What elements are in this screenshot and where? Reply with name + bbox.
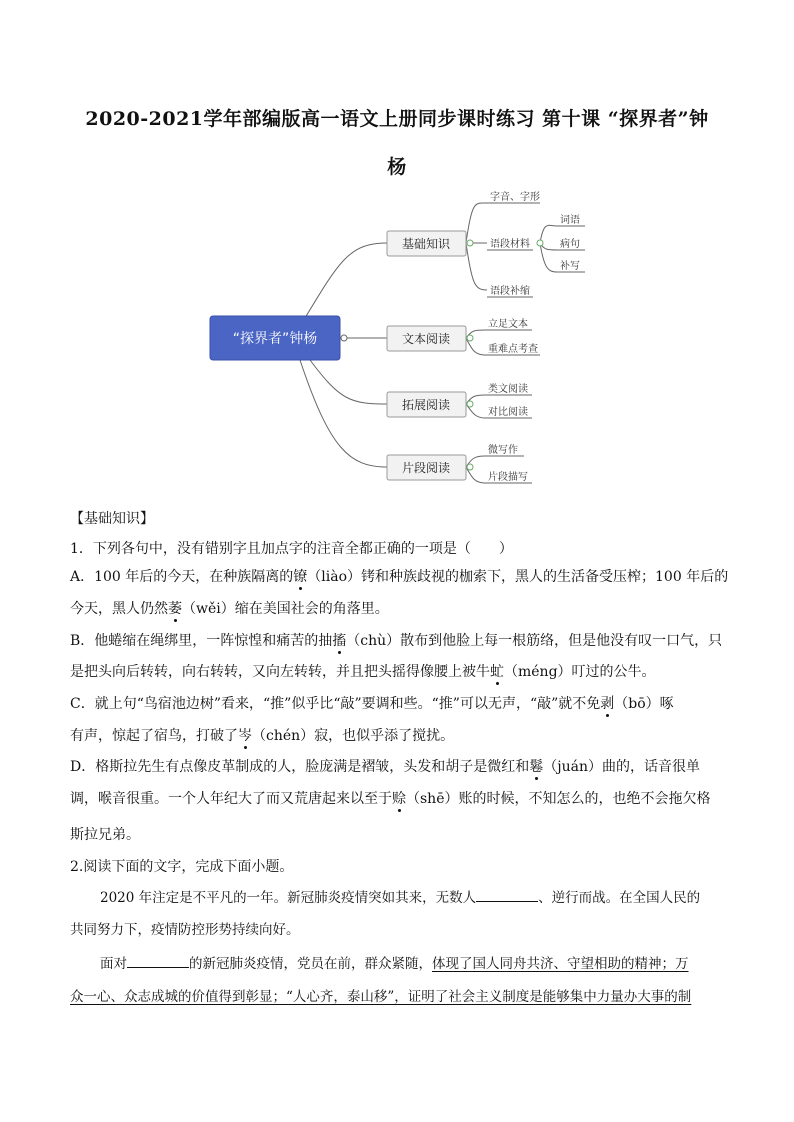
option-c-line-1 xyxy=(70,693,674,713)
text-run: （chù）散布到他脸上每一根筋络，但是他没有叹一口气，只 xyxy=(346,633,723,649)
option-d-line-3: 斯拉兄弟。 xyxy=(70,827,140,843)
collapse-icon xyxy=(341,335,347,341)
text-run: （liào）铐和种族歧视的枷索下，黑人的生活备受压榨；100 年后的 xyxy=(307,569,729,585)
leaf-label: 语段补缩 xyxy=(490,286,530,297)
text-run: 、逆行而战。在全国人民的 xyxy=(538,890,701,906)
text-run: （wěi）缩在美国社会的角落里。 xyxy=(182,601,389,617)
section-heading: 【基础知识】 xyxy=(70,511,154,527)
text-run: （shē）账的时候，不知怎么的，也绝不会拖欠格 xyxy=(406,791,711,807)
text-run: A．100 年后的今天，在种族隔离的 xyxy=(70,569,294,585)
leaf-label: 对比阅读 xyxy=(488,407,528,418)
branch-label: 片段阅读 xyxy=(401,461,451,475)
passage-line-3 xyxy=(100,952,689,972)
option-d-line-2 xyxy=(70,788,711,808)
passage-line-2: 共同努力下，疫情防控形势持续向好。 xyxy=(70,922,300,938)
dotted-char: 剥 xyxy=(600,696,615,712)
option-d-line-1 xyxy=(70,756,700,776)
branch-label: 基础知识 xyxy=(401,237,451,251)
mind-map xyxy=(0,0,794,500)
text-run: 调，喉音很重。一个人年纪大了而又荒唐起来以至于 xyxy=(70,791,392,807)
text-run: 的新冠肺炎疫情，党员在前，群众紧随， xyxy=(189,956,432,972)
leaf-label: 词语 xyxy=(560,215,580,226)
dotted-char: 赊 xyxy=(392,791,406,807)
text-run: 面对 xyxy=(100,956,127,972)
option-b-line-2 xyxy=(70,661,656,681)
leaf-label: 语段材料 xyxy=(490,239,530,250)
option-c-line-2 xyxy=(70,725,454,745)
dotted-char: 岑 xyxy=(238,728,252,744)
option-a-line-1 xyxy=(70,566,728,586)
mind-map-root-label: “探界者”钟杨 xyxy=(232,331,318,347)
text-run: B．他蜷缩在绳绑里，一阵惊惶和痛苦的抽 xyxy=(70,633,333,649)
dotted-char: 搐 xyxy=(332,633,347,649)
leaf-label: 立足文本 xyxy=(488,319,528,330)
text-run: 是把头向后转转，向右转转，又向左转转，并且把头摇得像腰上被牛 xyxy=(70,664,490,680)
text-run: 2020 年注定是不平凡的一年。新冠肺炎疫情突如其来，无数人 xyxy=(100,890,477,906)
dotted-char: 鬈 xyxy=(529,759,544,775)
leaf-labels xyxy=(488,190,580,483)
passage-line-4 xyxy=(70,985,691,1005)
text-run: D．格斯拉先生有点像皮革制成的人，脸庞满是褶皱，头发和胡子是微红和 xyxy=(70,759,530,775)
leaf-label: 片段描写 xyxy=(488,472,528,483)
leaf-label: 微写作 xyxy=(488,445,518,456)
dotted-char: 萎 xyxy=(168,601,182,617)
leaf-label: 类文阅读 xyxy=(488,384,528,395)
question-2-stem: 2.阅读下面的文字，完成下面小题。 xyxy=(70,859,294,875)
leaf-label: 字音、字形 xyxy=(490,192,540,203)
branch-label: 文本阅读 xyxy=(401,332,451,346)
text-run: （bō）啄 xyxy=(614,696,674,712)
text-run: C．就上句“鸟宿池边树”看来，“推”似乎比“敲”要调和些。“推”可以无声，“敲”就不免 xyxy=(70,696,601,712)
option-b-line-1 xyxy=(70,630,722,650)
leaf-label: 重难点考查 xyxy=(488,344,538,355)
text-run: 有声，惊起了宿鸟，打破了 xyxy=(70,728,238,744)
leaf-label: 补写 xyxy=(560,261,580,272)
text-run: （méng）叮过的公牛。 xyxy=(504,664,656,680)
title-line-1: 2020-2021学年部编版高一语文上册同步课时练习 第十课 “探界者”钟 xyxy=(85,108,709,130)
question-1-stem: 1．下列各句中，没有错别字且加点字的注音全都正确的一项是（ ） xyxy=(70,541,513,557)
answer-blank[interactable] xyxy=(127,955,189,968)
text-run: （chén）寂，也似乎添了搅扰。 xyxy=(252,728,455,744)
underlined-text: 体现了国人同舟共济、守望相助的精神；万 xyxy=(432,956,689,972)
underlined-text: 众一心、众志成城的价值得到彰显；“人心齐，泰山移”，证明了社会主义制度是能够集中力量办大事的制 xyxy=(70,989,692,1005)
passage-line-1 xyxy=(100,886,700,906)
dotted-char: 镣 xyxy=(293,569,308,585)
leaf-label: 病句 xyxy=(560,239,580,250)
dotted-char: 虻 xyxy=(490,664,504,680)
branch-label: 拓展阅读 xyxy=(401,398,451,412)
option-a-line-2 xyxy=(70,598,389,618)
text-run: 今天，黑人仍然 xyxy=(70,601,168,617)
text-run: （juán）曲的，话音很单 xyxy=(543,759,700,775)
title-line-2: 杨 xyxy=(387,156,407,178)
answer-blank[interactable] xyxy=(476,889,538,902)
